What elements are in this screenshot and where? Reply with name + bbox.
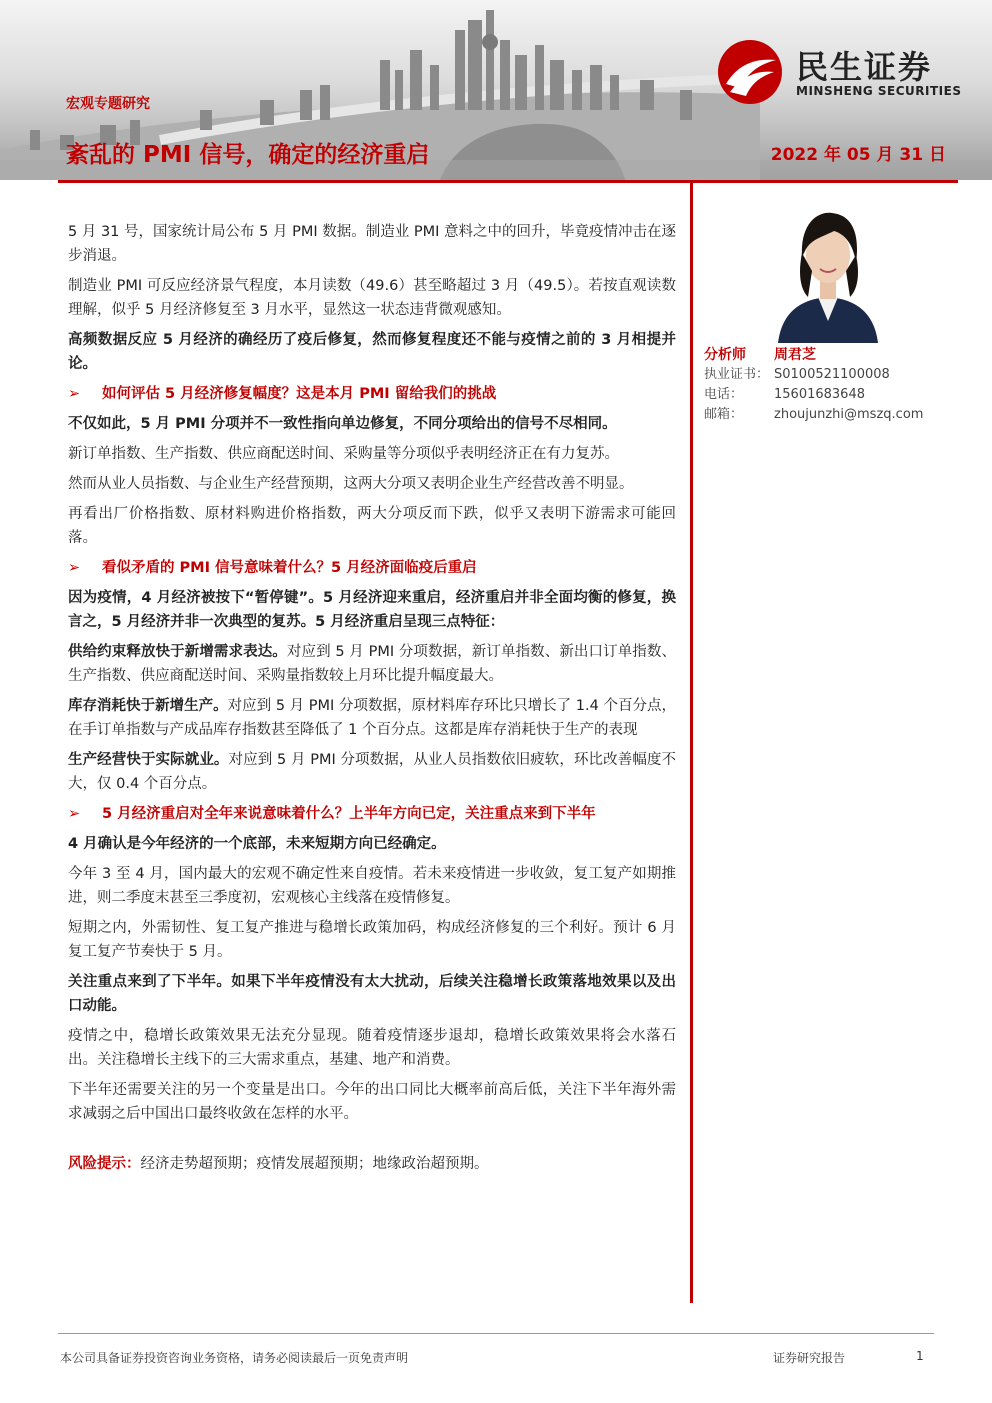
paragraph: 5 月 31 号，国家统计局公布 5 月 PMI 数据。制造业 PMI 意料之中的回升，毕竟疫情冲击在逐步消退。 <box>68 224 676 264</box>
paragraph <box>68 640 676 688</box>
logo-chinese-name: 民生证券 <box>796 48 933 86</box>
paragraph-lead: 生产经营快于实际就业。 <box>68 752 229 768</box>
risk-warning <box>68 1152 676 1176</box>
paragraph-text: 对应到 5 月 PMI 分项数据，从业人员指数依旧疲软，环比改善幅度不大，仅 0.4 个百分点。 <box>68 752 676 792</box>
paragraph: 疫情之中，稳增长政策效果无法充分显现。随着疫情逐步退却，稳增长政策效果将会水落石出。关注稳增长主线下的三大需求重点，基建、地产和消费。 <box>68 1028 676 1068</box>
email-label: 邮箱： <box>704 407 744 422</box>
analyst-email-row <box>704 405 964 425</box>
paragraph: 下半年还需要关注的另一个变量是出口。今年的出口同比大概率前高后低，关注下半年海外需求减弱之后中国出口最终收敛在怎样的水平。 <box>68 1082 676 1122</box>
paragraph: 短期之内，外需韧性、复工复产推进与稳增长政策加码，构成经济修复的三个利好。预计 6 月复工复产节奏快于 5 月。 <box>68 920 676 960</box>
key-finding: 高频数据反应 5 月经济的确经历了疫后修复，然而修复程度还不能与疫情之前的 3 月相提并论。 <box>68 332 676 372</box>
email-address[interactable]: zhoujunzhi@mszq.com <box>774 407 924 422</box>
phone-label: 电话： <box>704 387 744 402</box>
arrow-bullet-icon: ➢ <box>68 806 81 822</box>
paragraph: 新订单指数、生产指数、供应商配送时间、采购量等分项似乎表明经济正在有力复苏。 <box>68 446 619 462</box>
section-heading-text: 看似矛盾的 PMI 信号意味着什么？5 月经济面临疫后重启 <box>102 560 477 576</box>
footer-report-type: 证券研究报告 <box>773 1351 846 1365</box>
footer-disclaimer: 本公司具备证券投资咨询业务资格，请务必阅读最后一页免责声明 <box>60 1351 409 1365</box>
section-heading-text: 5 月经济重启对全年来说意味着什么？上半年方向已定，关注重点来到下半年 <box>102 806 596 822</box>
logo-english-name: MINSHENG SECURITIES <box>796 84 962 98</box>
paragraph <box>68 694 676 742</box>
page-number: 1 <box>916 1349 924 1363</box>
header-banner <box>0 0 992 180</box>
analyst-role-label: 分析师 <box>704 347 746 363</box>
footer-divider <box>58 1333 934 1334</box>
phone-number: 15601683648 <box>774 387 865 402</box>
analyst-info <box>704 345 964 425</box>
paragraph-lead: 供给约束释放快于新增需求表达。 <box>68 644 287 660</box>
section-heading <box>68 382 676 406</box>
minsheng-logo-icon <box>716 38 784 106</box>
arrow-bullet-icon: ➢ <box>68 560 81 576</box>
key-finding: 关注重点来到了下半年。如果下半年疫情没有太大扰动，后续关注稳增长政策落地效果以及出口动能。 <box>68 974 676 1014</box>
analyst-name-row <box>704 345 964 365</box>
paragraph: 制造业 PMI 可反应经济景气程度，本月读数（49.6）甚至略超过 3 月（49.5）。若按直观读数理解，似乎 5 月经济修复至 3 月水平，显然这一状态违背微观感知。 <box>68 278 676 318</box>
paragraph-text: 对应到 5 月 PMI 分项数据，原材料库存环比只增长了 1.4 个百分点，在手订单指数与产成品库存指数甚至降低了 1 个百分点。这都是库存消耗快于生产的表现 <box>68 698 677 738</box>
analyst-name: 周君芝 <box>774 347 816 363</box>
report-date: 2022 年 05 月 31 日 <box>770 145 946 165</box>
paragraph-text: 对应到 5 月 PMI 分项数据，新订单指数、新出口订单指数、生产指数、供应商配送时间、采购量指数较上月环比提升幅度最大。 <box>68 644 676 684</box>
paragraph: 然而从业人员指数、与企业生产经营预期，这两大分项又表明企业生产经营改善不明显。 <box>68 476 634 492</box>
header-divider <box>58 180 958 183</box>
paragraph: 再看出厂价格指数、原材料购进价格指数，两大分项反而下跌，似乎又表明下游需求可能回落。 <box>68 506 676 546</box>
license-label: 执业证书： <box>704 367 770 382</box>
key-finding: 因为疫情，4 月经济被按下“暂停键”。5 月经济迎来重启，经济重启并非全面均衡的修复，换言之，5 月经济并非一次典型的复苏。5 月经济重启呈现三点特征： <box>68 590 676 630</box>
arrow-bullet-icon: ➢ <box>68 386 81 402</box>
brand-logo <box>716 38 966 108</box>
key-finding: 4 月确认是今年经济的一个底部，未来短期方向已经确定。 <box>68 836 446 852</box>
column-divider <box>690 183 693 1303</box>
analyst-license-row <box>704 365 964 385</box>
report-series: 宏观专题研究 <box>66 96 150 112</box>
key-finding: 不仅如此，5 月 PMI 分项并不一致性指向单边修复，不同分项给出的信号不尽相同。 <box>68 416 617 432</box>
risk-text: 经济走势超预期；疫情发展超预期；地缘政治超预期。 <box>140 1156 489 1172</box>
analyst-phone-row <box>704 385 964 405</box>
section-heading <box>68 556 676 580</box>
section-heading <box>68 802 676 826</box>
section-heading-text: 如何评估 5 月经济修复幅度？这是本月 PMI 留给我们的挑战 <box>102 386 497 402</box>
report-body <box>68 220 676 1182</box>
analyst-photo <box>772 193 884 343</box>
paragraph-lead: 库存消耗快于新增生产。 <box>68 698 228 714</box>
risk-label: 风险提示： <box>68 1156 141 1172</box>
paragraph <box>68 748 676 796</box>
page-title: 紊乱的 PMI 信号，确定的经济重启 <box>66 142 430 168</box>
paragraph: 今年 3 至 4 月，国内最大的宏观不确定性来自疫情。若未来疫情进一步收敛，复工复产如期推进，则二季度末甚至三季度初，宏观核心主线落在疫情修复。 <box>68 866 676 906</box>
license-number: S0100521100008 <box>774 367 890 382</box>
